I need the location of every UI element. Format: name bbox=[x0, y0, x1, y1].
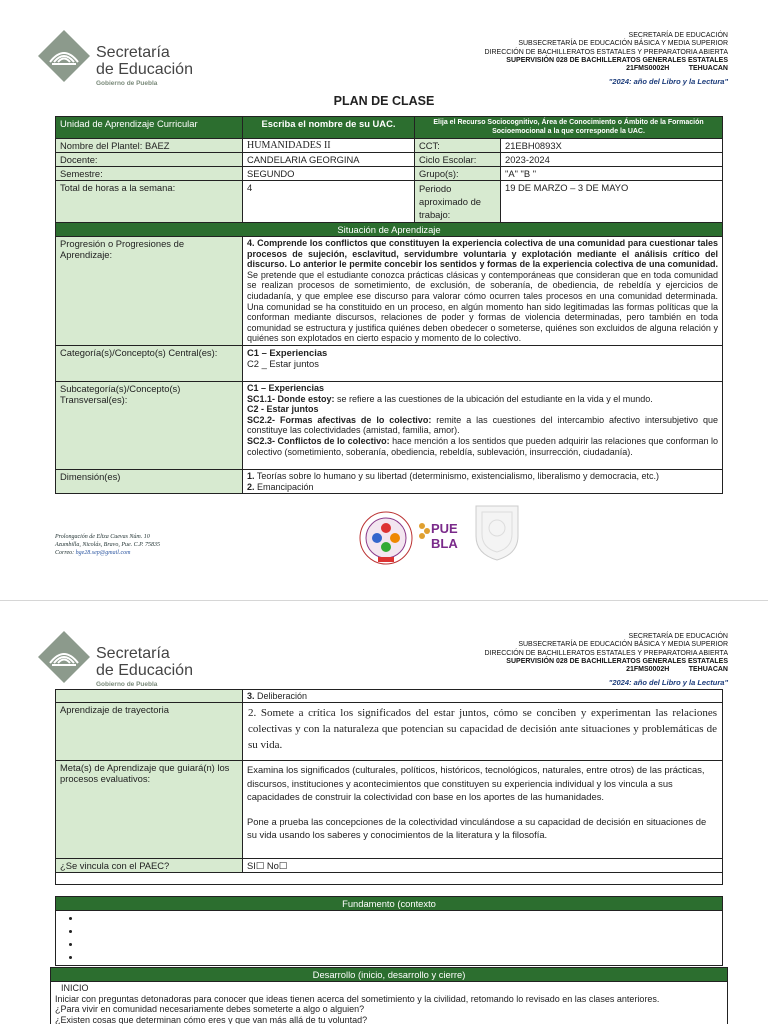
fundamento-bullets bbox=[82, 912, 718, 964]
bullet-item[interactable] bbox=[82, 951, 718, 964]
header-line: SECRETARÍA DE EDUCACIÓN bbox=[628, 633, 728, 640]
deliberacion-cell[interactable] bbox=[243, 690, 723, 703]
puebla-logo-icon bbox=[416, 518, 466, 552]
header-code: 21FMS0002H TEHUACAN bbox=[626, 65, 728, 73]
header-line: DIRECCIÓN DE BACHILLERATOS ESTATALES Y PREPARATORIA ABIERTA bbox=[484, 48, 728, 56]
meta-paragraph-1: Examina los significados (culturales, políticos, históricos, tecnológicos, naturales, entre otros) de las prácticas, discursos, instituciones y acontecimientos que constituyen su experiencia individual y los vincula a sus capacidades de construir la colectividad con base en los aportes de las humanidades. bbox=[247, 764, 705, 802]
uac-value[interactable]: Escriba el nombre de su UAC. bbox=[243, 117, 415, 139]
plan-table-1 bbox=[55, 116, 723, 494]
plan-table-2 bbox=[55, 689, 723, 885]
footer-mail-label: Correo: bbox=[55, 550, 76, 556]
trayectoria-label: Aprendizaje de trayectoria bbox=[56, 703, 243, 761]
inicio-label: INICIO bbox=[61, 983, 89, 993]
dimension-1-num: 1. bbox=[247, 470, 255, 481]
desarrollo-line-3: ¿Existen cosas que determinan cómo eres y que van más allá de tu voluntad? bbox=[55, 1014, 368, 1024]
cct-label: CCT: bbox=[415, 139, 501, 153]
dimension-1 bbox=[247, 471, 718, 482]
plan-table-3 bbox=[55, 896, 723, 966]
footer-line-1: Prolongación de Eliza Cuevas Núm. 10 bbox=[55, 534, 150, 540]
paec-value[interactable]: SI☐ No☐ bbox=[243, 859, 723, 873]
paec-label: ¿Se vincula con el PAEC? bbox=[56, 859, 243, 873]
dimension-label: Dimensión(es) bbox=[56, 469, 243, 493]
subcategoria-label: Subcategoría(s)/Concepto(s) Transversal(es): bbox=[56, 381, 243, 469]
logo-line-2: de Educación bbox=[96, 61, 193, 78]
categoria-c1: C1 – Experiencias bbox=[247, 346, 328, 358]
footer-address bbox=[55, 533, 160, 557]
bullet-item[interactable] bbox=[82, 938, 718, 951]
deliberacion-num: 3. bbox=[247, 691, 255, 701]
footer-line-3 bbox=[55, 549, 160, 557]
grupo-label: Grupo(s): bbox=[415, 167, 501, 181]
progresion-value[interactable] bbox=[243, 237, 723, 346]
dimension-1-text: Teorías sobre lo humano y su libertad (determinismo, existencialismo, liberalismo y democracia, etc.) bbox=[254, 470, 660, 481]
header-code: 21FMS0002H TEHUACAN bbox=[626, 666, 728, 674]
logo-line-2: de Educación bbox=[96, 662, 193, 679]
dimension-2-num: 2. bbox=[247, 481, 255, 492]
diamond-emblem-icon bbox=[36, 28, 92, 84]
subcat-sc22-text: remite a las cuestiones del intercambio afectivo intersubjetivo que constituye las colectividades (amistad, familia, amor). bbox=[247, 414, 718, 436]
subcat-sc11 bbox=[247, 394, 718, 405]
desarrollo-line-2: ¿Para vivir en comunidad necesariamente debes someterte a algo o alguien? bbox=[55, 1004, 365, 1014]
footer-line-2: Azumbilla, Nicolás, Bravo, Pue. C.P. 75835 bbox=[55, 542, 161, 548]
fundamento-body[interactable] bbox=[56, 911, 723, 966]
deliberacion-text: Deliberación bbox=[254, 691, 308, 701]
bullet-item[interactable] bbox=[82, 912, 718, 925]
desarrollo-header: Desarrollo (inicio, desarrollo y cierre) bbox=[51, 968, 728, 982]
categoria-label: Categoría(s)/Concepto(s) Central(es): bbox=[56, 345, 243, 381]
page-2 bbox=[0, 600, 768, 1024]
progresion-label: Progresión o Progresiones de Aprendizaje: bbox=[56, 237, 243, 346]
horas-label: Total de horas a la semana: bbox=[56, 181, 243, 223]
plantel-value[interactable]: HUMANIDADES II bbox=[243, 139, 415, 153]
progresion-text: Se pretende que el estudiante conozca prácticas clásicas y contemporáneas que consideran que en toda comunidad se realizan procesos de sometimiento, de exclusión, de soberanía, de obediencia, de rebeldía y ejercicios de ciudadanía, y que emplee ese discurso para valorar cómo ocurren tales procesos en una comunidad determinada. Una comunidad se ha constituido en un proceso, en algún momento han sido legitimadas las formas políticas que la conforman mediante discursos, relaciones de poder y formas de violencia determinadas, pero también en toda comunidad se estructura y justifica quiénes deben obedecer o someterse, quiénes son excluidos de alguna relación y quiénes son explotados en cierto espacio y momento de lo colectivo. bbox=[247, 269, 719, 344]
state-shield-icon bbox=[470, 500, 524, 562]
progresion-bold: 4. Comprende los conflictos que constituyen la experiencia colectiva de una comunidad para cuestionar tales procesos de sujeción, esclavitud, servidumbre voluntaria y explotación mediante el análisis crítico del discurso. Lo anterior le permite concebir los sentidos y formas de la experiencia colectiva de una comunidad. bbox=[247, 238, 719, 270]
empty-label-cell bbox=[56, 690, 243, 703]
footer-mail[interactable]: bge28.sep@gmail.com bbox=[75, 550, 131, 556]
header-line: SUBSECRETARÍA DE EDUCACIÓN BÁSICA Y MEDIA SUPERIOR bbox=[518, 40, 728, 48]
cct-value[interactable]: 21EBH0893X bbox=[501, 139, 723, 153]
fundamento-header: Fundamento (contexto bbox=[56, 897, 723, 911]
subcat-c1: C1 – Experiencias bbox=[247, 382, 325, 393]
periodo-value[interactable]: 19 DE MARZO – 3 DE MAYO bbox=[501, 181, 723, 223]
subcat-sc23 bbox=[247, 436, 718, 457]
header-right-block bbox=[484, 633, 728, 688]
subcat-sc22 bbox=[247, 415, 718, 436]
desarrollo-line-1: Iniciar con preguntas detonadoras para conocer que ideas tienen acerca del sometimiento y la civilidad, retomando lo revisado en las clases anteriores. bbox=[55, 993, 660, 1004]
header-year-motto: "2024: año del Libro y la Lectura" bbox=[608, 77, 728, 87]
ciclo-label: Ciclo Escolar: bbox=[415, 153, 501, 167]
dimension-2-text: Emancipación bbox=[254, 481, 314, 492]
docente-value[interactable]: CANDELARIA GEORGINA bbox=[243, 153, 415, 167]
subcategoria-value[interactable] bbox=[243, 381, 723, 469]
situacion-header: Situación de Aprendizaje bbox=[56, 223, 723, 237]
header-right-block bbox=[484, 32, 728, 87]
ciclo-value[interactable]: 2023-2024 bbox=[501, 153, 723, 167]
secretaria-logo bbox=[36, 629, 196, 693]
subcat-sc11-text: se refiere a las cuestiones de la ubicación del estudiante en la vida y el mundo. bbox=[334, 393, 653, 404]
horas-value[interactable]: 4 bbox=[243, 181, 415, 223]
plan-table-4 bbox=[50, 967, 728, 1024]
header-line: SECRETARÍA DE EDUCACIÓN bbox=[628, 32, 728, 39]
docente-label: Docente: bbox=[56, 153, 243, 167]
puebla-bottom: BLA bbox=[431, 536, 458, 551]
subcat-c2: C2 - Estar juntos bbox=[247, 404, 319, 415]
subcat-sc22-title: SC2.2- Formas afectivas de lo colectivo: bbox=[247, 414, 432, 425]
header-line: SUBSECRETARÍA DE EDUCACIÓN BÁSICA Y MEDIA SUPERIOR bbox=[518, 641, 728, 649]
bullet-item[interactable] bbox=[82, 925, 718, 938]
header-year-motto: "2024: año del Libro y la Lectura" bbox=[608, 678, 728, 688]
semestre-value[interactable]: SEGUNDO bbox=[243, 167, 415, 181]
categoria-c2: C2 _ Estar juntos bbox=[247, 357, 319, 369]
grupo-value[interactable]: "A" "B " bbox=[501, 167, 723, 181]
puebla-top: PUE bbox=[431, 521, 458, 536]
page-title: PLAN DE CLASE bbox=[333, 94, 435, 108]
subcat-sc23-title: SC2.3- Conflictos de lo colectivo: bbox=[247, 435, 390, 446]
logo-line-1: Secretaría bbox=[96, 645, 170, 662]
trayectoria-value[interactable]: 2. Somete a crítica los significados del estar juntos, cómo se conciben y experimentan las relaciones colectivas y con la naturaleza que potencian su capacidad de decisión ante situaciones y problemáticas de su vida. bbox=[243, 703, 723, 761]
meta-value[interactable] bbox=[243, 761, 723, 859]
logo-line-3: Gobierno de Puebla bbox=[96, 681, 158, 688]
school-seal-icon bbox=[358, 510, 414, 566]
subcat-sc11-title: SC1.1- Donde estoy: bbox=[247, 393, 335, 404]
diamond-emblem-icon bbox=[36, 629, 92, 685]
logo-line-1: Secretaría bbox=[96, 44, 170, 61]
dimension-value[interactable] bbox=[243, 469, 723, 493]
uac-label: Unidad de Aprendizaje Curricular bbox=[56, 117, 243, 139]
header-supervision: SUPERVISIÓN 028 DE BACHILLERATOS GENERALES ESTATALES bbox=[506, 56, 728, 64]
dimension-2 bbox=[247, 482, 718, 493]
plantel-label: Nombre del Plantel: BAEZ bbox=[56, 139, 243, 153]
secretaria-logo bbox=[36, 28, 196, 92]
subcat-sc23-text: hace mención a los sentidos que pueden adquirir las relaciones que conforman lo colectivo (sometimiento, soberanía, obediencia, rebeldía, sublevación, insurrección, ciudadanía). bbox=[247, 435, 719, 457]
meta-label: Meta(s) de Aprendizaje que guiará(n) los procesos evaluativos: bbox=[56, 761, 243, 859]
logo-line-3: Gobierno de Puebla bbox=[96, 80, 158, 87]
spacer-row bbox=[56, 873, 723, 885]
periodo-label: Periodo aproximado de trabajo: bbox=[415, 181, 501, 223]
semestre-label: Semestre: bbox=[56, 167, 243, 181]
desarrollo-body[interactable] bbox=[51, 982, 728, 1024]
uac-note: Elija el Recurso Sociocognitivo, Área de Conocimiento o Ámbito de la Formación Socioemocional a la que corresponde la UAC. bbox=[415, 117, 723, 139]
header-line: DIRECCIÓN DE BACHILLERATOS ESTATALES Y PREPARATORIA ABIERTA bbox=[484, 649, 728, 657]
meta-paragraph-2: Pone a prueba las concepciones de la colectividad vinculándose a su capacidad de decisión en situaciones de su vida usando los saberes y conocimientos de la literatura y la filosofía. bbox=[247, 815, 707, 840]
header-supervision: SUPERVISIÓN 028 DE BACHILLERATOS GENERALES ESTATALES bbox=[506, 657, 728, 665]
categoria-value[interactable] bbox=[243, 345, 723, 381]
